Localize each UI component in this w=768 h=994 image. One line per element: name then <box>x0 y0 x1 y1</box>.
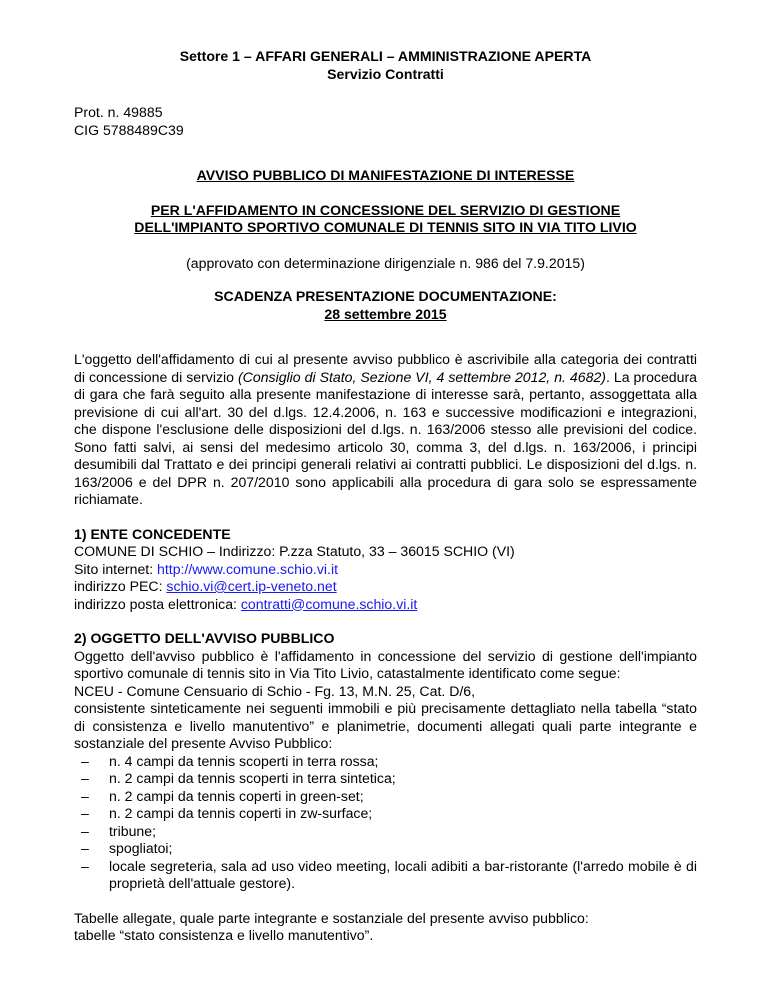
cig-code: CIG 5788489C39 <box>74 121 184 138</box>
dash-bullet: – <box>81 787 89 804</box>
dash-bullet: – <box>81 752 89 769</box>
section-oggetto <box>74 630 697 945</box>
intro-paragraph <box>74 351 697 509</box>
notice-subtitle-line1: PER L'AFFIDAMENTO IN CONCESSIONE DEL SERVIZIO DI GESTIONE <box>150 201 621 218</box>
list-item <box>74 858 697 893</box>
cadastral-reference: NCEU - Comune Censuario di Schio - Fg. 13, M.N. 25, Cat. D/6, <box>74 682 476 699</box>
list-item-text: n. 2 campi da tennis coperti in zw-surface; <box>109 805 373 821</box>
pec-link[interactable]: schio.vi@cert.ip-veneto.net <box>166 578 337 594</box>
protocol-number: Prot. n. 49885 <box>74 104 163 120</box>
dash-bullet: – <box>81 840 89 856</box>
website-label: Sito internet: <box>74 560 158 577</box>
header-service: Servizio Contratti <box>327 66 444 82</box>
section1-heading: 1) ENTE CONCEDENTE <box>74 525 231 542</box>
list-item-text: n. 2 campi da tennis coperti in green-set; <box>109 787 364 804</box>
intro-text-1: L'oggetto dell'affidamento di cui al presente avviso pubblico è ascrivibile alla categoria dei contratti di concessione di servizio <box>74 351 697 385</box>
section2-heading: 2) OGGETTO DELL'AVVISO PUBBLICO <box>74 630 335 646</box>
email-line <box>74 596 697 614</box>
deadline-date: 28 settembre 2015 <box>324 305 447 322</box>
list-item-text: tribune; <box>109 822 157 839</box>
facilities-list <box>74 753 697 893</box>
list-item-text: n. 2 campi da tennis scoperti in terra sintetica; <box>109 770 396 786</box>
intro-text-2: . La procedura di gara che farà seguito alla presente manifestazione di interesse sarà, pertanto, assoggettata alla previsione di cui all'art. 30 del d.lgs. 12.4.2006, n. 163 e successive modificazioni e integrazioni, che dispone l'esclusione delle disposizioni del d.lgs. n. 163/2006 stesso alle previsioni del codice. Sono fatti salvi, ai sensi del medesimo articolo 30, comma 3, del d.lgs. n. 163/2006, i principi desumibili dal Trattato e dei principi generali relativi ai contratti pubblici. Le disposizioni del d.lgs. n. 163/2006 e del DPR n. 207/2010 sono applicabili alla procedura di gara solo se espressamente richiamate. <box>74 368 697 507</box>
pec-line <box>74 578 697 596</box>
document-header <box>74 47 697 83</box>
reference-block <box>74 104 697 139</box>
list-item <box>74 840 697 858</box>
notice-subtitle-line2: DELL'IMPIANTO SPORTIVO COMUNALE DI TENNIS SITO IN VIA TITO LIVIO <box>134 219 637 235</box>
entity-address: COMUNE DI SCHIO – Indirizzo: P.zza Statuto, 33 – 36015 SCHIO (VI) <box>74 543 515 559</box>
email-label: indirizzo posta elettronica: <box>74 595 241 612</box>
list-item-text: locale segreteria, sala ad uso video meeting, locali adibiti a bar-ristorante (l'arredo mobile è di proprietà dell'attuale gestore). <box>109 857 697 891</box>
list-item <box>74 753 697 771</box>
intro-citation: (Consiglio di Stato, Sezione VI, 4 settembre 2012, n. 4682) <box>237 368 606 385</box>
notice-subtitle <box>74 202 697 237</box>
consistency-paragraph: consistente sinteticamente nei seguenti immobili e più precisamente dettagliato nella tabella “stato di consistenza e livello manutentivo” e planimetrie, documenti allegati quali parte integrante e sostanziale del presente Avviso Pubblico: <box>74 700 697 751</box>
list-item <box>74 823 697 841</box>
document-page <box>74 47 697 945</box>
deadline-label: SCADENZA PRESENTAZIONE DOCUMENTAZIONE: <box>214 288 557 304</box>
website-link[interactable]: http://www.comune.schio.vi.it <box>157 560 338 577</box>
attachments-line2: tabelle “stato consistenza e livello manutentivo”. <box>74 927 374 943</box>
pec-label: indirizzo PEC: <box>74 578 167 594</box>
dash-bullet: – <box>81 857 89 874</box>
section-ente-concedente <box>74 526 697 614</box>
approval-note: (approvato con determinazione dirigenziale n. 986 del 7.9.2015) <box>186 254 585 271</box>
website-line <box>74 561 697 579</box>
notice-title: AVVISO PUBBLICO DI MANIFESTAZIONE DI INTERESSE <box>196 167 575 183</box>
dash-bullet: – <box>81 822 89 839</box>
list-item-text: spogliatoi; <box>109 840 173 856</box>
header-office: Settore 1 – AFFARI GENERALI – AMMINISTRAZIONE APERTA <box>179 48 592 64</box>
list-item <box>74 805 697 823</box>
list-item-text: n. 4 campi da tennis scoperti in terra rossa; <box>109 752 379 769</box>
list-item <box>74 788 697 806</box>
email-link[interactable]: contratti@comune.schio.vi.it <box>240 595 418 612</box>
object-paragraph: Oggetto dell'avviso pubblico è l'affidamento in concessione del servizio di gestione dell'impianto sportivo comunale di tennis sito in Via Tito Livio, catastalmente identificato come segue: <box>74 647 697 681</box>
dash-bullet: – <box>81 805 89 821</box>
dash-bullet: – <box>81 770 89 786</box>
attachments-line1: Tabelle allegate, quale parte integrante e sostanziale del presente avviso pubblico: <box>74 909 589 926</box>
list-item <box>74 770 697 788</box>
